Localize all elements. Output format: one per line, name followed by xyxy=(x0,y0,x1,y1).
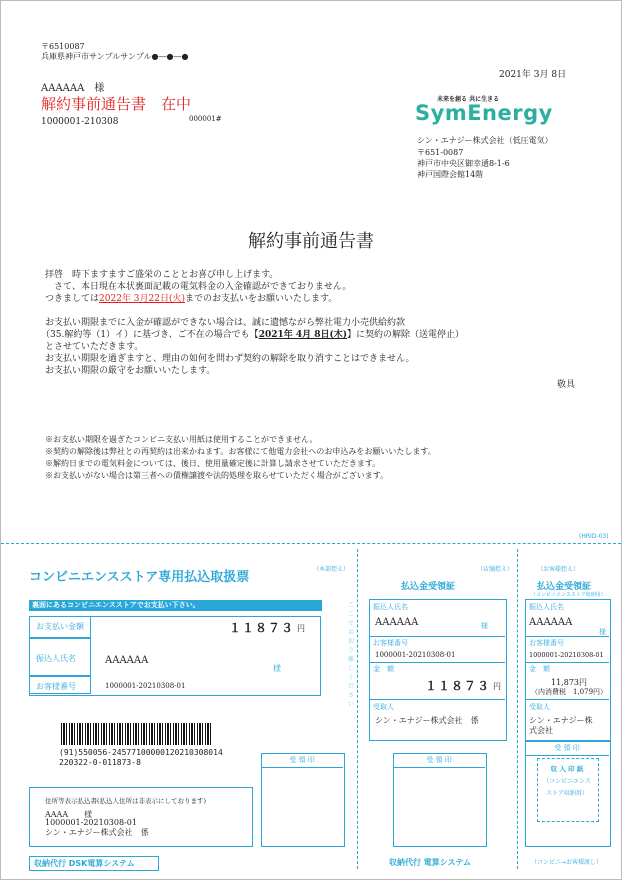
body-line-3: つきましては2022年 3月22日(火)までのお支払いをお願いいたします。 xyxy=(45,294,338,304)
mid-payer-sama: 様 xyxy=(481,622,488,630)
issue-date: 2021年 3月 8日 xyxy=(499,70,567,80)
right-amount-label: 金 額 xyxy=(529,665,550,673)
company-tagline: 未来を創る 共に生きる xyxy=(437,96,500,103)
right-divider-2 xyxy=(525,662,609,663)
right-divider-1 xyxy=(525,636,609,637)
form-code: (HRID-03) xyxy=(579,533,609,540)
address-custno: 1000001-20210308-01 xyxy=(45,818,137,827)
body-line-2: さて、本日現在本状裏面記載の電気料金の入金確認ができておりません。 xyxy=(45,282,352,292)
payer-label: 振込人氏名 xyxy=(29,638,91,676)
barcode-text-2: 220322-0-011873-8 xyxy=(59,758,141,767)
stamp-label-left: 受 領 印 xyxy=(261,755,343,768)
customer-number: 1000001-210308 xyxy=(41,117,119,127)
cancellation-date: 2021年 4月 8日(木) xyxy=(258,330,348,340)
note-2: ※契約の解除後は弊社との再契約は出来かねます。お客様にて他電力会社へのお申込みをお願いいたします。 xyxy=(45,447,436,456)
body-line-7: お支払い期限を過ぎますと、理由の如何を問わず契約の解除を取り消すことはできません。 xyxy=(45,354,415,364)
stamp-inner-3: ストア収納用） xyxy=(546,790,588,797)
mid-divider-3 xyxy=(369,699,505,700)
document-title: 解約事前通告書 xyxy=(248,231,374,252)
amount-label: お支払い金額 xyxy=(29,616,91,638)
body-line-6: とさせていただきます。 xyxy=(45,342,144,352)
mid-amount-yen: 円 xyxy=(493,682,501,691)
company-address-2: 神戸国際会館14階 xyxy=(417,170,484,179)
stamp-label-right: 受 領 印 xyxy=(525,743,609,756)
perforation-vertical-2 xyxy=(517,549,518,869)
right-custno-value: 1000001-20210308-01 xyxy=(529,651,604,659)
right-payer-value: AAAAAA xyxy=(529,617,573,628)
agent-mid: 収納代行 電算システム xyxy=(389,858,471,867)
perforation-vertical-text: ここでお切り離しください xyxy=(348,602,355,708)
right-recipient-value-1: シン・エナジー株 xyxy=(529,716,593,725)
barcode-text-1: (91)550056-24577100000120210308014 xyxy=(59,748,223,757)
custno-value: 1000001-20210308-01 xyxy=(105,682,186,690)
mid-title: 払込金受領証 xyxy=(401,582,456,592)
body-line-8: お支払い期限の厳守をお願いいたします。 xyxy=(45,366,216,376)
mid-recipient-label: 受取人 xyxy=(373,703,394,711)
right-recipient-value-2: 式会社 xyxy=(529,726,553,735)
stamp-inner-2: （コンビニエンス xyxy=(543,778,591,785)
mid-payer-label: 振込人氏名 xyxy=(373,603,408,611)
notice-in-envelope: 解約事前通告書 在中 xyxy=(41,95,192,113)
custno-label: お客様番号 xyxy=(29,676,91,694)
right-footer: （コンビニ→お客様渡し） xyxy=(531,859,603,866)
mid-payer-value: AAAAAA xyxy=(375,617,419,628)
payer-value: AAAAAA xyxy=(105,655,149,666)
stamp-inner-1: 収 入 印 紙 xyxy=(550,765,584,773)
note-1: ※お支払い期限を過ぎたコンビニ支払い用紙は使用することができません。 xyxy=(45,435,318,444)
right-payer-label: 振込人氏名 xyxy=(529,603,564,611)
stamp-label-mid: 受 領 印 xyxy=(393,755,485,768)
body-line-1: 拝啓 時下ますますご盛栄のこととお喜び申し上げます。 xyxy=(45,270,279,280)
right-title: 払込金受領証 xyxy=(537,582,592,592)
right-tax: （内消費税 1,079円） xyxy=(531,688,608,696)
right-payer-sama: 様 xyxy=(599,628,606,636)
recipient-address: 兵庫県神戸市サンプルサンプル●―●―● xyxy=(41,52,189,61)
back-notice-banner: 裏面にあるコンビニエンスストアでお支払い下さい。 xyxy=(29,600,322,611)
amount-value: １１８７３ xyxy=(229,621,295,635)
note-3: ※解約日までの電気料金については、後日、使用量確定後に計算し請求させていただきます。 xyxy=(45,459,381,468)
mid-custno-value: 1000001-20210308-01 xyxy=(375,651,456,659)
mid-amount-label: 金 額 xyxy=(373,665,394,673)
company-logo: SymEnergy xyxy=(415,101,553,125)
slip-main-copy: （本部控え） xyxy=(313,566,350,573)
right-amount-value: 11,873円 xyxy=(551,678,587,687)
company-postal: 〒651-0087 xyxy=(417,148,464,157)
right-copy: （お客様控え） xyxy=(537,566,580,573)
slip-main-title: コンビニエンスストア専用払込取扱票 xyxy=(29,570,250,585)
company-name: シン・エナジー株式会社（低圧電気） xyxy=(417,136,553,145)
note-4: ※お支払いがない場合は第三者への債権譲渡や法的処理を取らせていただく場合がございます。 xyxy=(45,471,389,480)
right-divider-3 xyxy=(525,699,609,700)
body-line-4: お支払い期限までに入金が確認ができない場合は、誠に遺憾ながら弊社電力小売供給約款 xyxy=(45,318,406,328)
agent-left: 収納代行 DSK電算システム xyxy=(29,856,159,871)
sequence-number: 000001# xyxy=(189,115,222,123)
amount-yen: 円 xyxy=(297,624,305,633)
recipient-postal: 〒6510087 xyxy=(41,42,85,51)
mid-divider-1 xyxy=(369,636,505,637)
mid-copy: （店舗控え） xyxy=(477,566,514,573)
payment-deadline: 2022年 3月22日(火) xyxy=(99,294,185,304)
mid-recipient-value: シン・エナジー株式会社 係 xyxy=(375,716,479,725)
body-line-5: （35.解約等（1）イ）に基づき、ご不在の場合でも【2021年 4月 8日(木)】に契約の解除（送電停止） xyxy=(41,330,465,340)
right-sub: （コンビニエンスストア収納用） xyxy=(531,592,606,598)
mid-custno-label: お客様番号 xyxy=(373,639,408,647)
right-recipient-label: 受取人 xyxy=(529,703,550,711)
address-label: 住所等表示払込書(払込人住所は非表示にしております) xyxy=(45,797,207,805)
closing-word: 敬具 xyxy=(557,380,576,390)
payer-sama: 様 xyxy=(273,664,281,673)
perforation-horizontal xyxy=(1,543,621,544)
recipient-name: AAAAAA 様 xyxy=(41,83,105,94)
address-name: AAAA 様 xyxy=(45,810,93,819)
payment-barcode xyxy=(61,723,211,745)
right-custno-label: お客様番号 xyxy=(529,639,564,647)
address-company: シン・エナジー株式会社 係 xyxy=(45,828,149,837)
mid-divider-2 xyxy=(369,662,505,663)
perforation-vertical-1 xyxy=(357,549,358,869)
company-address-1: 神戸市中央区御幸通8-1-6 xyxy=(417,159,510,168)
mid-amount-value: １１８７３ xyxy=(425,679,491,693)
